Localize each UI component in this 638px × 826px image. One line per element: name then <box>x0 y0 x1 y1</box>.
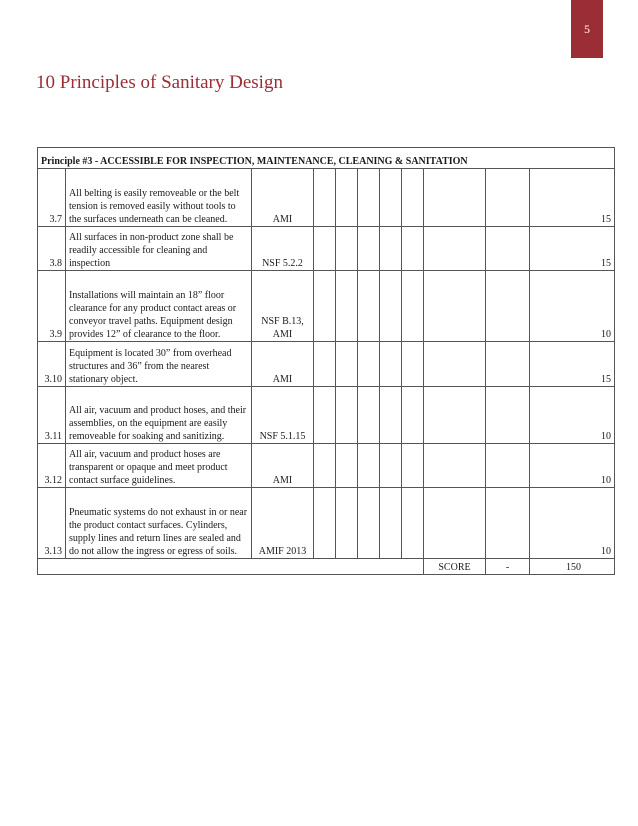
score-spacer <box>314 559 424 575</box>
page-number-tab <box>571 0 603 58</box>
check-cell <box>336 227 358 271</box>
row-reference: AMI <box>252 342 314 387</box>
row-number: 3.9 <box>38 271 66 342</box>
row-number: 3.11 <box>38 387 66 444</box>
check-cell <box>314 342 336 387</box>
row-number: 3.7 <box>38 169 66 227</box>
check-cell <box>486 488 530 559</box>
check-cell <box>402 387 424 444</box>
check-cell <box>336 488 358 559</box>
row-number: 3.10 <box>38 342 66 387</box>
row-number: 3.12 <box>38 444 66 488</box>
check-cell <box>402 488 424 559</box>
check-cell <box>358 169 380 227</box>
score-dash: - <box>486 559 530 575</box>
check-cell <box>314 488 336 559</box>
check-cell <box>380 227 402 271</box>
check-cell <box>424 387 486 444</box>
row-number: 3.13 <box>38 488 66 559</box>
score-label: SCORE <box>424 559 486 575</box>
check-cell <box>314 444 336 488</box>
check-cell <box>486 169 530 227</box>
row-reference: AMIF 2013 <box>252 488 314 559</box>
table-row <box>38 488 615 559</box>
check-cell <box>486 227 530 271</box>
check-cell <box>336 342 358 387</box>
principle-header-row <box>38 148 615 169</box>
row-points: 10 <box>530 271 615 342</box>
check-cell <box>486 342 530 387</box>
check-cell <box>314 227 336 271</box>
check-cell <box>424 169 486 227</box>
row-description: Pneumatic systems do not exhaust in or near the product contact surfaces. Cylinders, supply lines and return lines are sealed and do not allow the ingress or egress of soils. <box>66 488 252 559</box>
row-description: Installations will maintain an 18” floor clearance for any product contact areas or conveyor travel paths. Equipment design provides 12” of clearance to the floor. <box>66 271 252 342</box>
check-cell <box>424 488 486 559</box>
row-points: 15 <box>530 342 615 387</box>
check-cell <box>314 387 336 444</box>
row-points: 15 <box>530 227 615 271</box>
check-cell <box>424 227 486 271</box>
row-points: 10 <box>530 444 615 488</box>
row-points: 15 <box>530 169 615 227</box>
check-cell <box>380 342 402 387</box>
check-cell <box>358 342 380 387</box>
table-row <box>38 342 615 387</box>
row-reference: AMI <box>252 444 314 488</box>
row-description: All surfaces in non-product zone shall be readily accessible for cleaning and inspection <box>66 227 252 271</box>
check-cell <box>314 271 336 342</box>
row-number: 3.8 <box>38 227 66 271</box>
principle-table <box>37 147 615 575</box>
row-description: All belting is easily removeable or the belt tension is removed easily without tools to the surfaces underneath can be cleaned. <box>66 169 252 227</box>
row-reference: NSF 5.1.15 <box>252 387 314 444</box>
check-cell <box>358 271 380 342</box>
row-description: All air, vacuum and product hoses, and their assemblies, on the equipment are easily removeable for soaking and sanitizing. <box>66 387 252 444</box>
check-cell <box>486 271 530 342</box>
check-cell <box>358 227 380 271</box>
check-cell <box>336 444 358 488</box>
check-cell <box>358 488 380 559</box>
check-cell <box>336 387 358 444</box>
check-cell <box>486 387 530 444</box>
row-reference: NSF B.13, AMI <box>252 271 314 342</box>
row-points: 10 <box>530 488 615 559</box>
table-row <box>38 271 615 342</box>
table-row <box>38 444 615 488</box>
table-row <box>38 227 615 271</box>
check-cell <box>380 387 402 444</box>
principle-header: Principle #3 - ACCESSIBLE FOR INSPECTION, MAINTENANCE, CLEANING & SANITATION <box>38 148 615 169</box>
check-cell <box>358 387 380 444</box>
check-cell <box>314 169 336 227</box>
check-cell <box>336 169 358 227</box>
check-cell <box>486 444 530 488</box>
score-total: 150 <box>530 559 615 575</box>
table-row <box>38 169 615 227</box>
check-cell <box>402 444 424 488</box>
check-cell <box>402 227 424 271</box>
score-spacer <box>38 559 314 575</box>
table-row <box>38 387 615 444</box>
row-points: 10 <box>530 387 615 444</box>
check-cell <box>380 271 402 342</box>
check-cell <box>402 271 424 342</box>
check-cell <box>424 271 486 342</box>
check-cell <box>380 169 402 227</box>
row-description: Equipment is located 30” from overhead structures and 36” from the nearest stationary object. <box>66 342 252 387</box>
check-cell <box>402 169 424 227</box>
check-cell <box>380 444 402 488</box>
score-row <box>38 559 615 575</box>
row-reference: AMI <box>252 169 314 227</box>
check-cell <box>424 342 486 387</box>
check-cell <box>336 271 358 342</box>
row-reference: NSF 5.2.2 <box>252 227 314 271</box>
check-cell <box>402 342 424 387</box>
row-description: All air, vacuum and product hoses are transparent or opaque and meet product contact surface guidelines. <box>66 444 252 488</box>
page-number: 5 <box>584 21 590 36</box>
check-cell <box>424 444 486 488</box>
check-cell <box>358 444 380 488</box>
check-cell <box>380 488 402 559</box>
page-title: 10 Principles of Sanitary Design <box>36 72 283 93</box>
